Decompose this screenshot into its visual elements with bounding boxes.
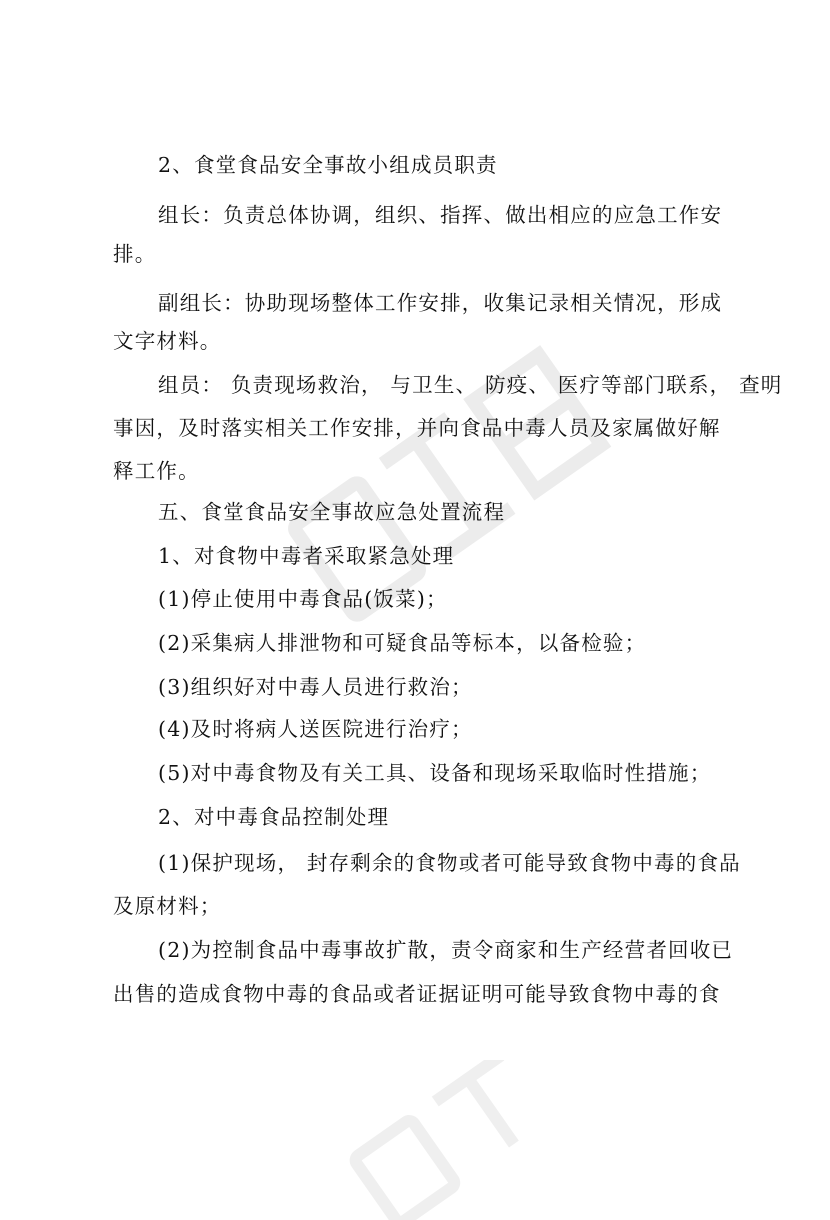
text-line: 出售的造成食物中毒的食品或者证据证明可能导致食物中毒的食 xyxy=(113,982,721,1006)
list-item: (2)为控制食品中毒事故扩散，责令商家和生产经营者回收已 xyxy=(158,938,734,962)
text-line: 2、食堂食品安全事故小组成员职责 xyxy=(158,153,498,177)
text-line: 排。 xyxy=(113,242,157,266)
list-item: (4)及时将病人送医院进行治疗； xyxy=(158,717,473,741)
watermark-graphic-bottom xyxy=(300,1060,600,1220)
text-line: 释工作。 xyxy=(113,459,200,483)
list-item: (2)采集病人排泄物和可疑食品等标本，以备检验； xyxy=(158,631,647,655)
subsection-heading: 2、对中毒食品控制处理 xyxy=(158,805,390,829)
list-item: (3)组织好对中毒人员进行救治； xyxy=(158,675,473,699)
text-line: 组员： 负责现场救治， 与卫生、 防疫、 医疗等部门联系， 查明 xyxy=(158,373,783,397)
list-item: (5)对中毒食物及有关工具、设备和现场采取临时性措施； xyxy=(158,761,712,785)
text-line: 及原材料； xyxy=(113,894,222,918)
text-line: 副组长：协助现场整体工作安排，收集记录相关情况，形成 xyxy=(158,291,723,315)
subsection-heading: 1、对食物中毒者采取紧急处理 xyxy=(158,544,455,568)
list-item: (1)停止使用中毒食品(饭菜)； xyxy=(158,587,448,611)
list-item: (1)保护现场， 封存剩余的食物或者可能导致食物中毒的食品 xyxy=(158,851,741,875)
text-line: 组长：负责总体协调，组织、指挥、做出相应的应急工作安 xyxy=(158,203,723,227)
text-line: 文字材料。 xyxy=(113,329,222,353)
section-heading: 五、食堂食品安全事故应急处置流程 xyxy=(158,500,506,524)
text-line: 事因，及时落实相关工作安排，并向食品中毒人员及家属做好解 xyxy=(113,416,721,440)
